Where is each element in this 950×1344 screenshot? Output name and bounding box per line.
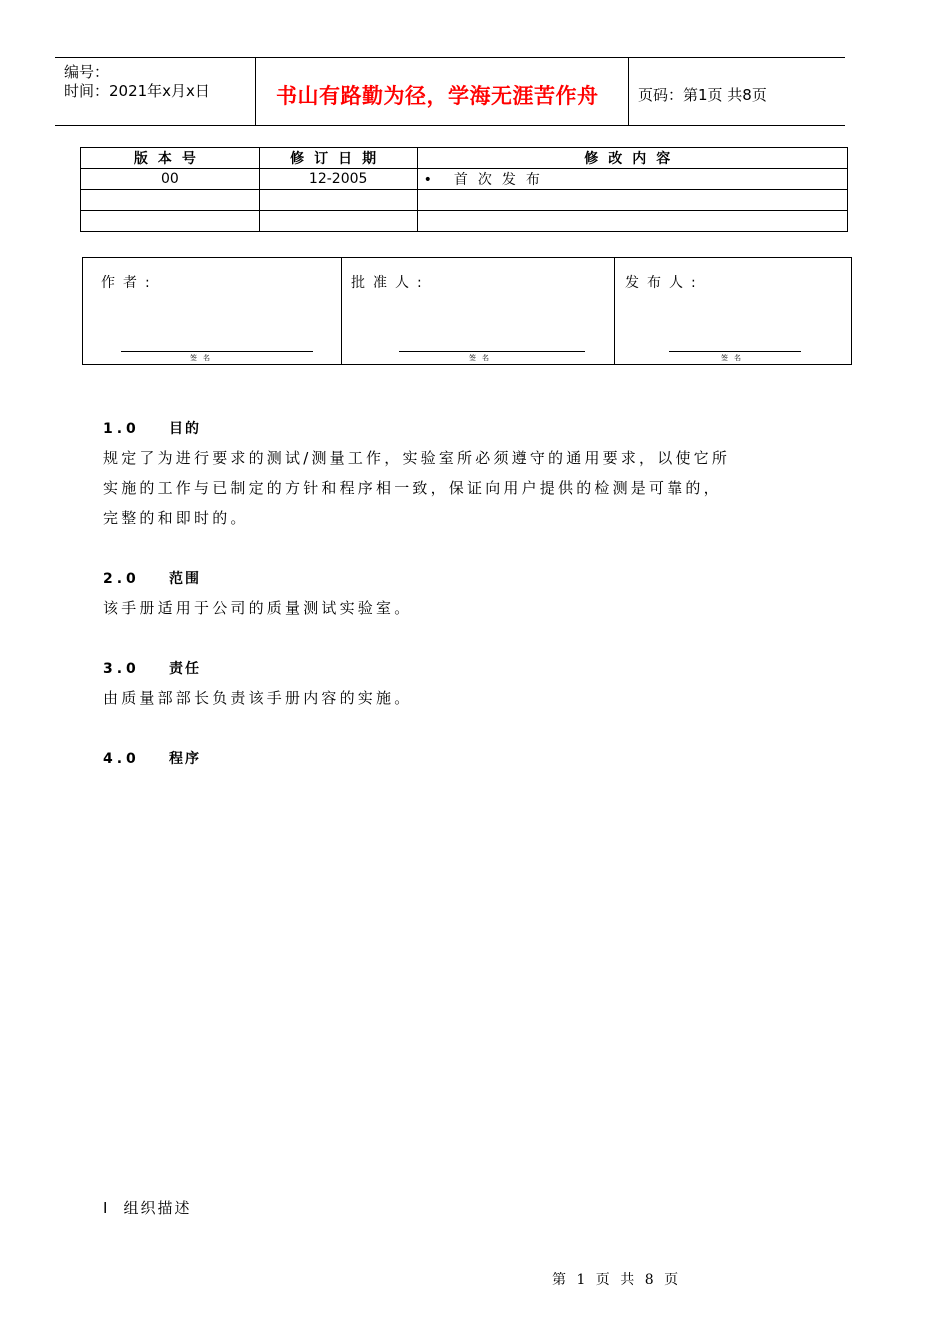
revision-content-cell [417, 190, 847, 211]
revision-table [80, 147, 848, 232]
revision-version-cell [81, 211, 260, 232]
table-row [81, 211, 848, 232]
bullet-icon: • [423, 172, 432, 188]
section-number: 4.0 [103, 751, 140, 767]
header-bottom-rule [55, 125, 845, 126]
header-code-label: 编号： [64, 63, 110, 81]
section-number: 1.0 [103, 421, 140, 437]
header-divider-left [255, 57, 256, 125]
paragraph-line: 完整的和即时的。 [103, 509, 249, 527]
revision-header-version: 版本号 [81, 148, 260, 169]
section-heading-procedure [103, 748, 201, 768]
section-heading-responsibility [103, 658, 201, 678]
revision-date-cell [259, 211, 417, 232]
org-description-line [103, 1197, 191, 1218]
page-footer: 第 1 页 共 8 页 [552, 1272, 682, 1288]
revision-header-row [81, 148, 848, 169]
revision-header-date: 修订日期 [259, 148, 417, 169]
approver-signature-hint: 签名 [469, 354, 495, 362]
section-number: 3.0 [103, 661, 140, 677]
section-title: 程序 [169, 751, 201, 767]
org-text: 组织描述 [123, 1199, 192, 1217]
approver-label: 批准人: [351, 275, 430, 291]
org-marker: I [103, 1199, 110, 1217]
section-number: 2.0 [103, 571, 140, 587]
table-row [81, 169, 848, 190]
revision-header-content: 修改内容 [417, 148, 847, 169]
publisher-label: 发布人: [625, 275, 704, 291]
author-signature-hint: 签名 [190, 354, 216, 362]
section-title: 目的 [169, 421, 201, 437]
signature-divider [614, 258, 615, 364]
revision-content-cell [417, 211, 847, 232]
author-signature-line[interactable] [121, 351, 313, 352]
table-row [81, 190, 848, 211]
header-page-label: 页码：第1页 共8页 [638, 86, 767, 104]
section-title: 责任 [169, 661, 201, 677]
publisher-signature-hint: 签名 [721, 354, 747, 362]
signature-table [82, 257, 852, 365]
header-top-rule [55, 57, 845, 58]
publisher-signature-line[interactable] [669, 351, 801, 352]
approver-signature-line[interactable] [399, 351, 585, 352]
revision-version-cell: 00 [81, 169, 260, 190]
paragraph-line: 实施的工作与已制定的方针和程序相一致，保证向用户提供的检测是可靠的， [103, 479, 722, 497]
section-heading-scope [103, 568, 201, 588]
section-title: 范围 [169, 571, 201, 587]
section-heading-purpose [103, 418, 201, 438]
header-motto: 书山有路勤为径，学海无涯苦作舟 [276, 84, 599, 108]
author-label: 作者: [101, 275, 158, 291]
paragraph-line: 规定了为进行要求的测试/测量工作，实验室所必须遵守的通用要求，以使它所 [103, 449, 731, 467]
revision-content-cell [417, 169, 847, 190]
revision-content-text: 首次发布 [453, 172, 550, 188]
revision-date-cell: 12-2005 [259, 169, 417, 190]
revision-date-cell [259, 190, 417, 211]
paragraph-line: 该手册适用于公司的质量测试实验室。 [103, 599, 413, 617]
paragraph-line: 由质量部部长负责该手册内容的实施。 [103, 689, 413, 707]
signature-divider [341, 258, 342, 364]
header-time-label: 时间：2021年x月x日 [64, 82, 210, 100]
revision-version-cell [81, 190, 260, 211]
header-divider-right [628, 57, 629, 125]
